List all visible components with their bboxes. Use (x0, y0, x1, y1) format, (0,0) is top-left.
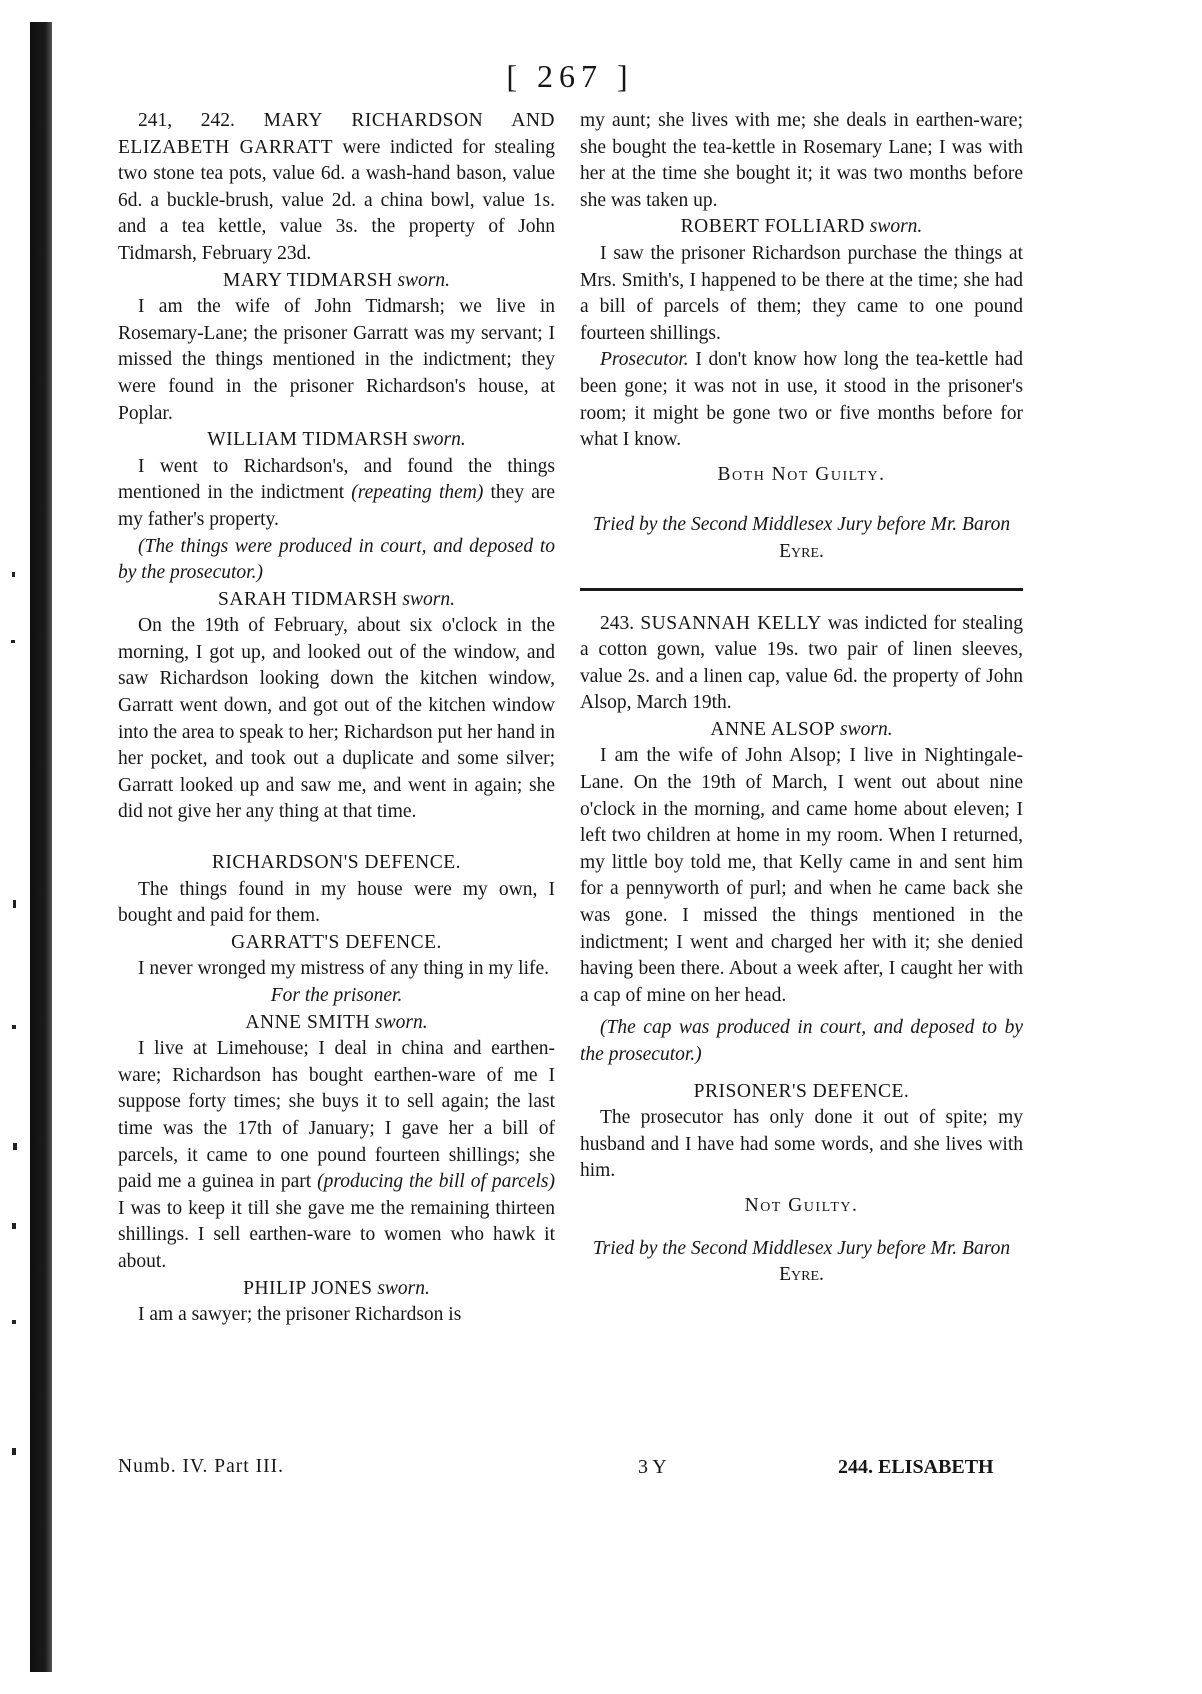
witness-name: PHILIP JONES (243, 1277, 373, 1299)
testimony-text: they are my father's property. (118, 482, 556, 530)
defence-heading: PRISONER'S DEFENCE. (693, 1080, 910, 1102)
signature-mark: 3 Y (638, 1456, 667, 1478)
margin-speck (12, 1223, 16, 1229)
book-spine-shadow (30, 22, 52, 1672)
testimony-aside: (producing the bill of parcels) (317, 1171, 555, 1193)
sworn-label: sworn. (375, 1011, 428, 1033)
testimony-continued: my aunt; she lives with me; she deals in earthen-ware; she bought the tea-kettle in Rosemary Lane; I was with her at the time she bought it; it was two months before she was taken up. (580, 110, 1023, 211)
sworn-label: sworn. (402, 588, 455, 610)
witness-heading (118, 587, 555, 614)
statement-text: I don't know how long the tea-kettle had been gone; it was not in use, it stood in the prisoner's room; it might be gone two or five months before for what I know. (580, 349, 1023, 451)
witness-name: WILLIAM TIDMARSH (207, 429, 409, 451)
margin-speck (11, 640, 15, 643)
spacer (118, 826, 555, 850)
witness-heading (118, 1010, 555, 1037)
tried-by-text: Tried by the Second Middlesex Jury before Mr. Baron (592, 1237, 1011, 1259)
left-column (118, 108, 555, 1329)
tried-by-note (580, 512, 1023, 565)
defence-text: I never wronged my mistress of any thing in my life. (138, 958, 550, 980)
defendant-names: MARY RICHARDSON AND ELIZABETH GARRATT (118, 110, 556, 158)
witness-heading (580, 214, 1023, 241)
defence-text: The prosecutor has only done it out of spite; my husband and I have had some words, and she lives with him. (580, 1107, 1023, 1182)
judge-name: Eyre. (779, 1264, 824, 1286)
testimony-text: I was to keep it till she gave me the remaining thirteen shillings. I sell earthen-ware to women who hawk it about. (118, 1197, 555, 1272)
speaker-label: Prosecutor. (600, 349, 689, 371)
case-241-242-indictment (118, 108, 555, 268)
case-number: 241, 242. (138, 110, 235, 131)
testimony: On the 19th of February, about six o'clock in the morning, I got up, and looked out of the window, and saw Richardson looking down the kitchen window, Garratt went down, and got out of the kitchen window into the area to speak to her; Richardson put her hand in her pocket, and took out a duplicate and some silver; Garratt looked up and saw me, and went in again; she did not give her any thing at that time. (118, 615, 555, 823)
sworn-label: sworn. (840, 718, 893, 740)
section-divider (580, 588, 1023, 591)
margin-speck (13, 1143, 17, 1150)
margin-speck (12, 1448, 16, 1455)
defence-heading: GARRATT'S DEFENCE. (231, 931, 442, 953)
verdict: Not Guilty. (744, 1194, 859, 1216)
verdict: Both Not Guilty. (717, 463, 886, 485)
case-number: 243. (600, 612, 635, 634)
defence-heading: RICHARDSON'S DEFENCE. (211, 852, 462, 874)
testimony: I saw the prisoner Richardson purchase the things at Mrs. Smith's, I happened to be there at the time; she had a bill of parcels of them; they came to one pound fourteen shillings. (580, 242, 1023, 344)
testimony: I am the wife of John Alsop; I live in Nightingale-Lane. On the 19th of March, I went out about nine o'clock in the morning, and came home about eleven; I left two children at home in my room. When I returned, my little boy told me, that Kelly came in and sent him for a pennyworth of purl; and when he came back she was gone. I missed the things mentioned in the indictment; I went and charged her with it; she denied having been there. About a week after, I caught her with a cap of mine on her head. (580, 745, 1023, 1006)
tried-by-text: Tried by the Second Middlesex Jury before Mr. Baron (592, 514, 1011, 536)
witness-name: ROBERT FOLLIARD (680, 216, 865, 238)
testimony-text: I went to Richardson's, and found the things mentioned in the indictment (118, 455, 555, 504)
witness-name: SARAH TIDMARSH (218, 588, 398, 610)
court-note: (The things were produced in court, and deposed to by the prosecutor.) (118, 535, 555, 584)
indictment-text: was indicted for stealing a cotton gown, value 19s. two pair of linen sleeves, value 2s. and a linen cap, value 6d. the property of John Alsop, March 19th. (580, 612, 1024, 714)
margin-speck (12, 1025, 16, 1029)
for-prisoner-label: For the prisoner. (270, 985, 403, 1006)
witness-heading (580, 717, 1023, 744)
sworn-label: sworn. (397, 269, 450, 291)
witness-heading (118, 427, 555, 454)
witness-name: ANNE SMITH (245, 1011, 371, 1033)
margin-speck (12, 1320, 16, 1324)
witness-name: ANNE ALSOP (710, 718, 836, 740)
judge-name: Eyre. (779, 540, 824, 562)
sworn-label: sworn. (413, 429, 466, 451)
court-note: (The cap was produced in court, and deposed to by the prosecutor.) (580, 1017, 1023, 1065)
indictment-text: were indicted for stealing two stone tea pots, value 6d. a wash-hand bason, value 6d. a buckle-brush, value 2d. a china bowl, value 1s. and a tea kettle, value 3s. the property of John Tidmarsh, February 23d. (118, 136, 555, 264)
sworn-label: sworn. (377, 1277, 430, 1299)
defendant-names: SUSANNAH KELLY (640, 612, 822, 634)
testimony: I am the wife of John Tidmarsh; we live in Rosemary-Lane; the prisoner Garratt was my servant; I missed the things mentioned in the indictment; they were found in the prisoner Richardson's house, at Poplar. (118, 296, 555, 424)
defence-text: The things found in my house were my own, I bought and paid for them. (118, 878, 555, 927)
testimony (118, 1036, 555, 1275)
testimony-text: I live at Limehouse; I deal in china and earthen-ware; Richardson has bought earthen-ware of me I suppose forty times; she buys it to sell again; the last time was the 17th of January; I gave her a bill of parcels, it came to one pound fourteen shillings; she paid me a guinea in part (118, 1038, 555, 1193)
testimony-aside: (repeating them) (351, 482, 484, 504)
case-243-indictment (580, 611, 1023, 717)
witness-heading (118, 1276, 555, 1303)
prosecutor-statement (580, 347, 1023, 453)
margin-speck (13, 900, 16, 908)
testimony: I am a sawyer; the prisoner Richardson is (138, 1304, 462, 1326)
page-number: [ 267 ] (506, 58, 634, 94)
sworn-label: sworn. (869, 216, 923, 238)
catchword: 244. ELISABETH (838, 1456, 994, 1478)
witness-name: MARY TIDMARSH (222, 269, 393, 291)
tried-by-note (580, 1236, 1023, 1289)
part-footer: Numb. IV. Part III. (118, 1456, 284, 1477)
witness-heading (118, 268, 555, 295)
right-column (580, 108, 1023, 1289)
margin-speck (12, 572, 15, 577)
testimony (118, 454, 555, 534)
